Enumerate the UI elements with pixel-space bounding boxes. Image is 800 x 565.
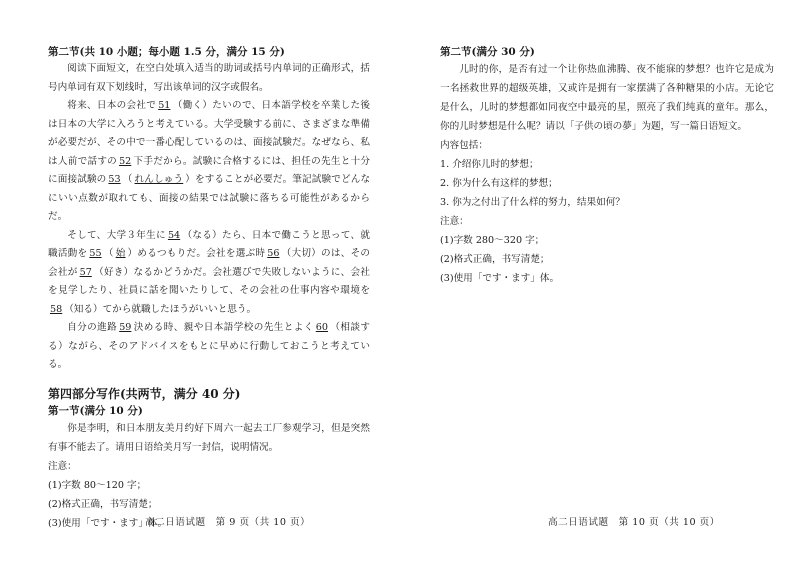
instructions: 阅读下面短文，在空白处填入适当的助词或括号内单词的正确形式，括号内单词有双下划线时，写出该单词的汉字或假名。 [48, 63, 370, 93]
right-page [400, 0, 800, 565]
note-item: (1)字数 80～120 字； [48, 479, 147, 491]
blank-56: 56 [267, 248, 280, 259]
note-item: (1)字数 280～320 字； [440, 235, 545, 246]
content-item: 3. 你为之付出了什么样的努力，结果如何？ [440, 197, 625, 208]
kanji-55: 始 [115, 248, 126, 259]
content-item: 1. 介绍你儿时的梦想； [440, 159, 539, 170]
passage-paragraph-3: 自分の進路 59 決める時、親や日本語学校の先生とよく 60 （相談する）ながら、そのアドバイスをもとに早めに行動しておこうと考えている。 [48, 322, 371, 370]
content-item: 2. 你为什么有这样的梦想； [440, 178, 558, 189]
reading-53: れんしゅう [134, 174, 184, 185]
passage-paragraph-2: そして、大学３年生に 54 （なる）たら、日本で働こうと思って、就職活動を 55 （ 始 ）めるつもりだ。会社を選ぶ時 56 （大切）のは、その会社が 57 （好き）なるかどうかだ。会社選びで失敗しないように、会社を見学したり、社員に話を聞いたりして、その会社の仕事内容や環境を58 （知る）てから就職したほうがいいと思う。 [48, 229, 371, 315]
note-item: (2)格式正确，书写清楚； [48, 498, 158, 510]
blank-55: 55 [89, 248, 102, 259]
note-item: (3)使用「です・ます」体。 [440, 273, 560, 284]
section1-prompt: 你是李明，和日本朋友美月约好下周六一起去工厂参观学习，但是突然有事不能去了。请用日语给美月写一封信，说明情况。 [48, 422, 370, 453]
page-footer: 高二日语试题 第 10 页（共 10 页） [548, 517, 720, 528]
blank-53: 53 [108, 174, 121, 185]
section2-heading: 第二节(满分 30 分) [440, 46, 535, 58]
note-item: (3)使用「です・ます」体。 [48, 517, 168, 529]
blank-60: 60 [315, 322, 329, 333]
page-footer: 高二日语试题 第 9 页（共 10 页） [145, 517, 311, 528]
blank-57: 57 [79, 266, 92, 278]
blank-51: 51 [158, 100, 171, 111]
contents-label: 内容包括： [440, 140, 488, 151]
blank-54: 54 [167, 229, 181, 241]
blank-58: 58 [50, 303, 63, 315]
note-item: (2)格式正确，书写清楚； [440, 254, 550, 265]
section2-prompt: 儿时的你，是否有过一个让你热血沸腾、夜不能寐的梦想？也许它是成为一名拯救世界的超级英雄，又或许是拥有一家摆满了各种糖果的小店。无论它是什么，儿时的梦想都如同夜空中最亮的星，照亮了我们纯真的童年。那么，你的儿时梦想是什么呢？请以「子供の頃の夢」为题，写一篇日语短文。 [440, 64, 774, 132]
blank-59: 59 [119, 322, 132, 333]
passage-paragraph-1: 将来、日本の会社で 51 （働く）たいので、日本語学校を卒業した後は日本の大学に入ろうと考えている。大学受験する前に、さまざまな準備が必要だが、その中で一番心配しているのは、面接試験だ。なぜなら、私は人前で話すの 52 下手だから。試験に合格するには、担任の先生と十分に面接試験の 53 （ れんしゅう ）をすることが必要だ。筆記試験でどんなにいい点数が取れても、面接の結果では試験に落ちる可能性があるからだ。 [48, 100, 371, 222]
section1-heading: 第一节(满分 10 分) [48, 404, 143, 417]
part4-heading: 第四部分写作(共两节，满分 40 分) [48, 386, 241, 401]
blank-52: 52 [119, 155, 132, 167]
section-heading: 第二节(共 10 小题；每小题 1.5 分，满分 15 分) [48, 46, 285, 58]
notes-label: 注意： [440, 216, 469, 227]
notes-label: 注意： [48, 460, 77, 472]
